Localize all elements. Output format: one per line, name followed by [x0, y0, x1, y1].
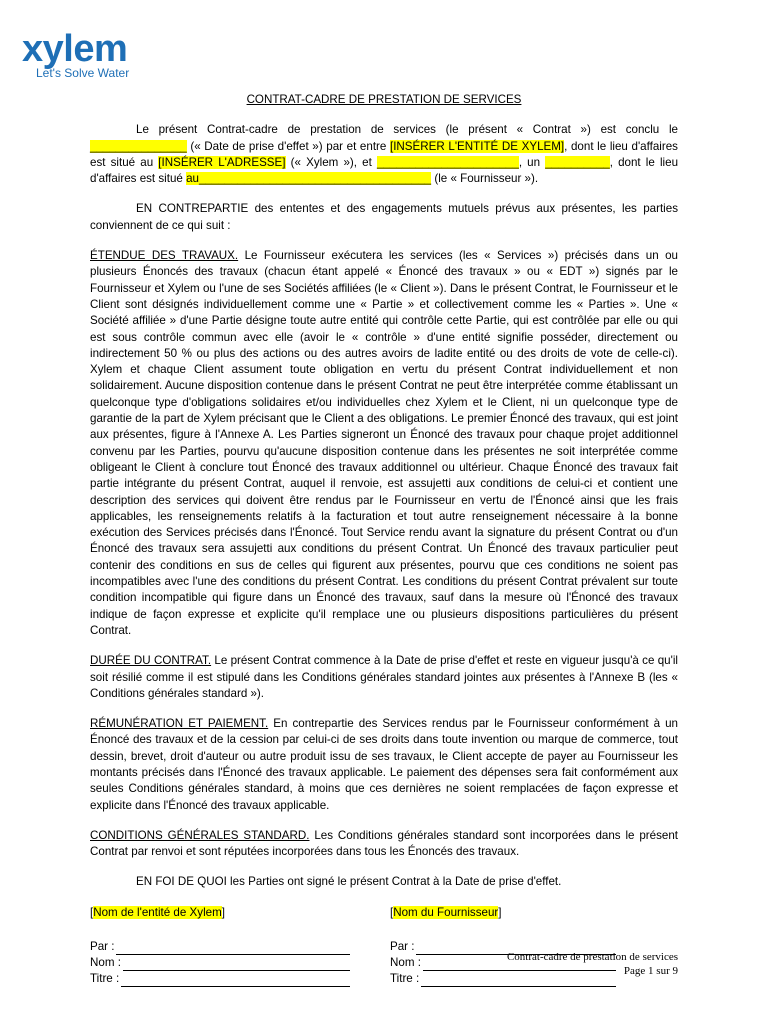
- intro-text-2: (« Date de prise d'effet ») par et entre: [186, 139, 390, 153]
- xylem-par-line: [90, 939, 350, 955]
- xylem-entity-name: [90, 905, 350, 921]
- xylem-entity-field: [INSÉRER L'ENTITÉ DE XYLEM]: [389, 139, 565, 153]
- intro-paragraph: [90, 122, 678, 187]
- footer-page-number: Page 1 sur 9: [623, 965, 678, 977]
- supplier-address-field: au____________________________________: [186, 172, 432, 186]
- supplier-name-field: ______________________: [376, 155, 519, 169]
- intro-text-5: , un: [518, 155, 546, 169]
- document-title: CONTRAT-CADRE DE PRESTATION DE SERVICES: [246, 93, 522, 106]
- section-scope-heading: ÉTENDUE DES TRAVAUX.: [90, 249, 239, 263]
- section-term-heading: DURÉE DU CONTRAT.: [90, 654, 212, 668]
- effective-date-field: _______________: [90, 139, 187, 153]
- xylem-nom-blank[interactable]: [123, 958, 350, 971]
- section-scope: [90, 248, 678, 639]
- logo-wordmark: xylem: [22, 28, 128, 70]
- section-conditions-body: Les Conditions générales standard sont incorporées dans le présent Contrat par renvoi et sont réputées incorporées dans tous les Énoncés des travaux.: [90, 828, 678, 859]
- supplier-name-placeholder: Nom du Fournisseur: [393, 905, 499, 919]
- section-term: [90, 653, 678, 702]
- bracket-close: ]: [221, 905, 225, 919]
- intro-text-4: (« Xylem »), et: [285, 155, 377, 169]
- bracket-open: [: [390, 905, 394, 919]
- section-payment-heading: RÉMUNÉRATION ET PAIEMENT.: [90, 717, 269, 731]
- xylem-titre-blank[interactable]: [121, 974, 350, 987]
- section-conditions: [90, 828, 678, 861]
- xylem-titre-line: [90, 971, 350, 987]
- bracket-open: [: [90, 905, 94, 919]
- page-footer: [507, 950, 678, 978]
- xylem-par-blank[interactable]: [116, 942, 350, 955]
- nom-label: Nom :: [390, 955, 421, 969]
- section-payment-body: En contrepartie des Services rendus par le Fournisseur conformément à un Énoncé des travaux et de la cession par celui-ci de ses droits dans toute invention ou marque de commerce, tout dessin, brevet, droit d'auteur ou autre produit issu de ses travaux, le Client accepte de payer au Fournisseur les montants précisés dans l'Énoncé des travaux applicable. Le paiement des dépenses sera fait conformément aux seules Conditions générales standard, à moins que ces dernières ne soient remplacées de façon expresse et explicite dans l'Énoncé des travaux applicable.: [90, 717, 679, 812]
- logo-tagline: Let's Solve Water: [36, 66, 130, 80]
- xylem-address-field: [INSÉRER L'ADRESSE]: [158, 155, 286, 169]
- section-payment: [90, 716, 678, 814]
- footer-doc-title: Contrat-cadre de prestation de services: [506, 951, 678, 963]
- xylem-entity-placeholder: Nom de l'entité de Xylem: [93, 905, 222, 919]
- par-label: Par :: [90, 939, 115, 953]
- titre-label: Titre :: [90, 971, 120, 985]
- bracket-close: ]: [498, 905, 502, 919]
- consideration-paragraph: EN CONTREPARTIE des ententes et des engagements mutuels prévus aux présentes, les parties conviennent de ce qui suit :: [90, 202, 678, 232]
- document-body: [90, 92, 678, 987]
- supplier-type-field: __________: [545, 155, 610, 169]
- witness-paragraph: EN FOI DE QUOI les Parties ont signé le présent Contrat à la Date de prise d'effet.: [136, 875, 562, 889]
- signature-xylem: [90, 905, 350, 987]
- section-term-body: Le présent Contrat commence à la Date de prise d'effet et reste en vigueur jusqu'à ce qu'il soit résilié comme il est stipulé dans les Conditions générales standard jointes aux présentes à l'Annexe B (les « Conditions générales standard »).: [90, 654, 678, 700]
- supplier-name: [390, 905, 616, 921]
- section-conditions-heading: CONDITIONS GÉNÉRALES STANDARD.: [90, 828, 310, 842]
- intro-text-3: , dont le lieu d'affaires est situé au: [90, 139, 678, 169]
- intro-text-6: , dont le lieu d'affaires est situé: [90, 155, 679, 186]
- xylem-logo: [22, 30, 129, 80]
- intro-text-1: Le présent Contrat-cadre de prestation de services (le présent « Contrat ») est conclu le: [136, 123, 678, 137]
- xylem-nom-line: [90, 955, 350, 971]
- nom-label: Nom :: [90, 955, 121, 969]
- section-scope-body: Le Fournisseur exécutera les services (les « Services ») précisés dans un ou plusieurs Énoncés des travaux (chacun étant appelé « Énoncé des travaux » ou « EDT ») signés par le Fournisseur et Xylem ou l'une de ses Sociétés affiliées (le « Client »). Dans le présent Contrat, le Fournisseur et le Client sont désignés individuellement comme une « Partie » et collectivement comme les « Parties ». Une « Société affiliée » d'une Partie désigne toute autre entité qui contrôle cette Partie, qui est contrôlée par elle ou qui est sous contrôle commun avec elle (avoir le « contrôle » d'une entité signifie posséder, directement ou indirectement 50 % ou plus des actions ou des autres avoirs de ladite entité ou des droits de vote de celle-ci). Xylem et chaque Client assument toute obligation en vertu du présent Contrat individuellement et non solidairement. Aucune disposition contenue dans le présent Contrat ne peut être interprétée comme établissant un quelconque type d'obligations solidaires et/ou individuelles chez Xylem et le Client, ni un quelconque type de garantie de la part de Xylem précisant que le Client a des obligations. Le premier Énoncé des travaux, qui est joint aux présentes, figure à l'Annexe A. Les Parties signeront un Énoncé des travaux pour chaque projet additionnel convenu par les Parties, pourvu qu'aucune disposition contenue dans les présentes ne soit interprétée comme obligeant le Client à conclure tout Énoncé des travaux additionnel ou ultérieur. Chaque Énoncé des travaux fait partie intégrante du présent Contrat, auquel il renvoie, est assujetti aux conditions de celui-ci et contient une description des services qui doivent être rendus par le Fournisseur en vertu de l'Énoncé ainsi que les frais applicables, les renseignements relatifs à la facturation et tout autre renseignement nécessaire à la bonne exécution des Services précisés dans l'Énoncé. Tout Service rendu avant la signature du présent Contrat ou d'un Énoncé des travaux sera assujetti aux conditions du présent Contrat. Un Énoncé des travaux particulier peut contenir des conditions en sus de celles qui figurent aux présentes, pourvu que ces conditions ne soient pas incompatibles avec l'une des conditions du présent Contrat. Les conditions du présent Contrat prévalent sur toute condition incompatible qui figure dans un Énoncé des travaux, sauf dans la mesure où l'Énoncé des travaux indique de façon expresse et explicite qu'il remplace une ou plusieurs dispositions particulières du présent Contrat.: [90, 249, 678, 637]
- intro-text-7: (le « Fournisseur »).: [431, 172, 539, 186]
- par-label: Par :: [390, 939, 415, 953]
- titre-label: Titre :: [390, 971, 420, 985]
